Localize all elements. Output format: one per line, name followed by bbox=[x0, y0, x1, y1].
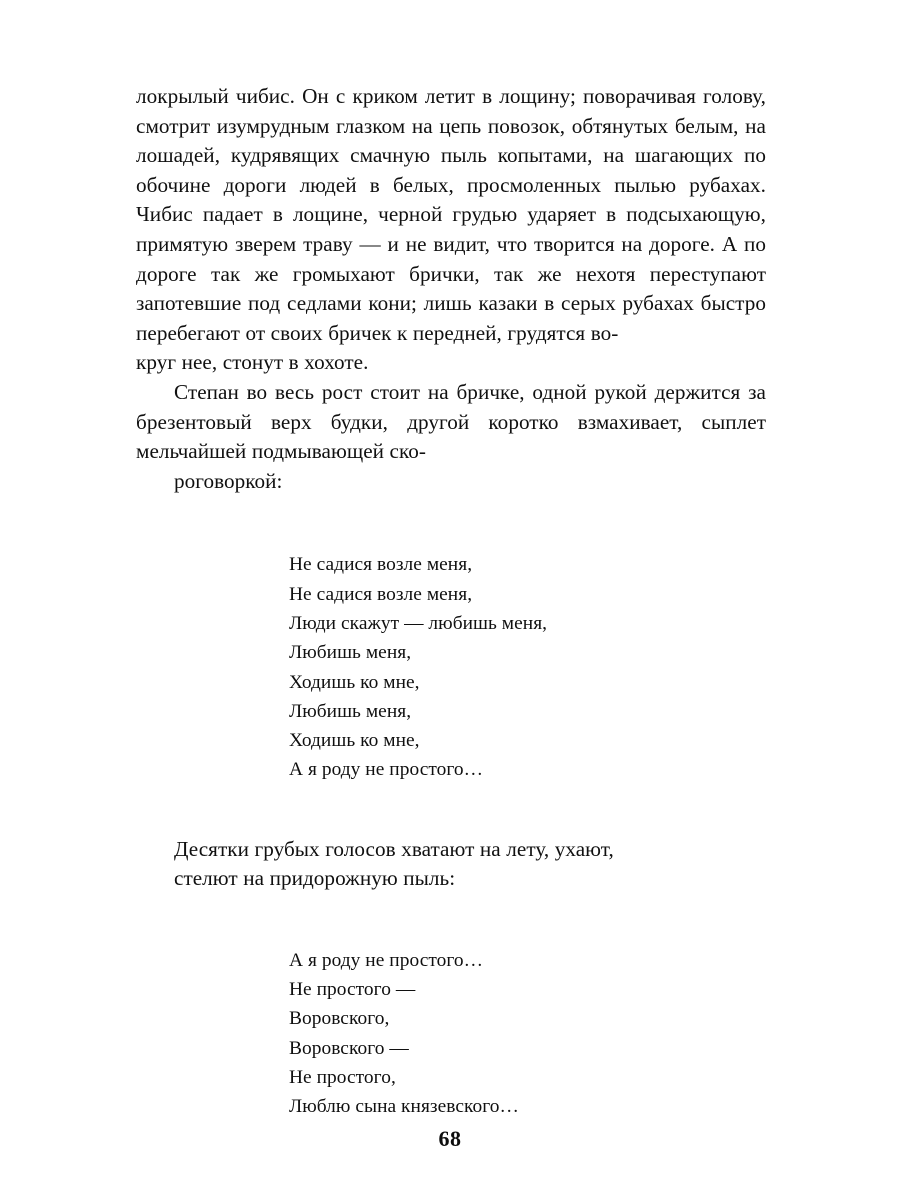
paragraph-2 bbox=[136, 378, 766, 496]
verse-line: Люди скажут — любишь меня, bbox=[289, 612, 548, 634]
paragraph-1-last-line: круг нее, стонут в хохоте. bbox=[136, 350, 369, 375]
verse-line: Воровского — bbox=[289, 1037, 409, 1059]
verse-block-2 bbox=[136, 946, 766, 1122]
verse-line: Не садися возле меня, bbox=[289, 583, 473, 605]
verse-line: А я роду не простого… bbox=[289, 949, 484, 971]
text-column bbox=[136, 82, 766, 1122]
verse-line: Воровского, bbox=[289, 1008, 390, 1030]
spacer-after-verse-1 bbox=[136, 785, 766, 835]
verse-line: Не садися возле меня, bbox=[289, 554, 473, 576]
verse-block-1 bbox=[136, 550, 766, 784]
paragraph-2-body: Степан во весь рост стоит на бричке, одной рукой держится за брезентовый верх будки, другой коротко взмахивает, сыплет мельчайшей подмывающей ско- bbox=[136, 379, 766, 464]
paragraph-1-body: локрылый чибис. Он с криком летит в лощину; поворачивая голову, смотрит изумрудным глазком на цепь повозок, обтянутых белым, на лошадей, кудрявящих смачную пыль копытами, на шагающих по обочине дороги людей в белых, просмоленных пылью рубахах. Чибис падает в лощине, черной грудью ударяет в подсыхающую, примятую зверем траву — и не видит, что творится на дороге. А по дороге так же громыхают брички, так же нехотя переступают запотевшие под седлами кони; лишь казаки в серых рубахах быстро перебегают от своих бричек к передней, грудятся во- bbox=[136, 84, 766, 345]
spacer-before-verse-2 bbox=[136, 894, 766, 946]
verse-line: Любишь меня, bbox=[289, 642, 412, 664]
paragraph-1 bbox=[136, 82, 766, 378]
verse-line: А я роду не простого… bbox=[289, 759, 484, 781]
spacer-before-verse-1 bbox=[136, 496, 766, 550]
paragraph-2-last-line: роговоркой: bbox=[174, 468, 283, 493]
paragraph-3 bbox=[136, 835, 766, 894]
paragraph-3-body: Десятки грубых голосов хватают на лету, ухают, bbox=[174, 836, 614, 861]
page-number: 68 bbox=[438, 1126, 462, 1151]
paragraph-3-last-line: стелют на придорожную пыль: bbox=[174, 866, 456, 891]
verse-line: Любишь меня, bbox=[289, 700, 412, 722]
verse-line: Ходишь ко мне, bbox=[289, 730, 420, 752]
verse-line: Не простого — bbox=[289, 979, 416, 1001]
verse-line: Не простого, bbox=[289, 1067, 396, 1089]
verse-line: Люблю сына князевского… bbox=[289, 1096, 519, 1118]
verse-line: Ходишь ко мне, bbox=[289, 671, 420, 693]
